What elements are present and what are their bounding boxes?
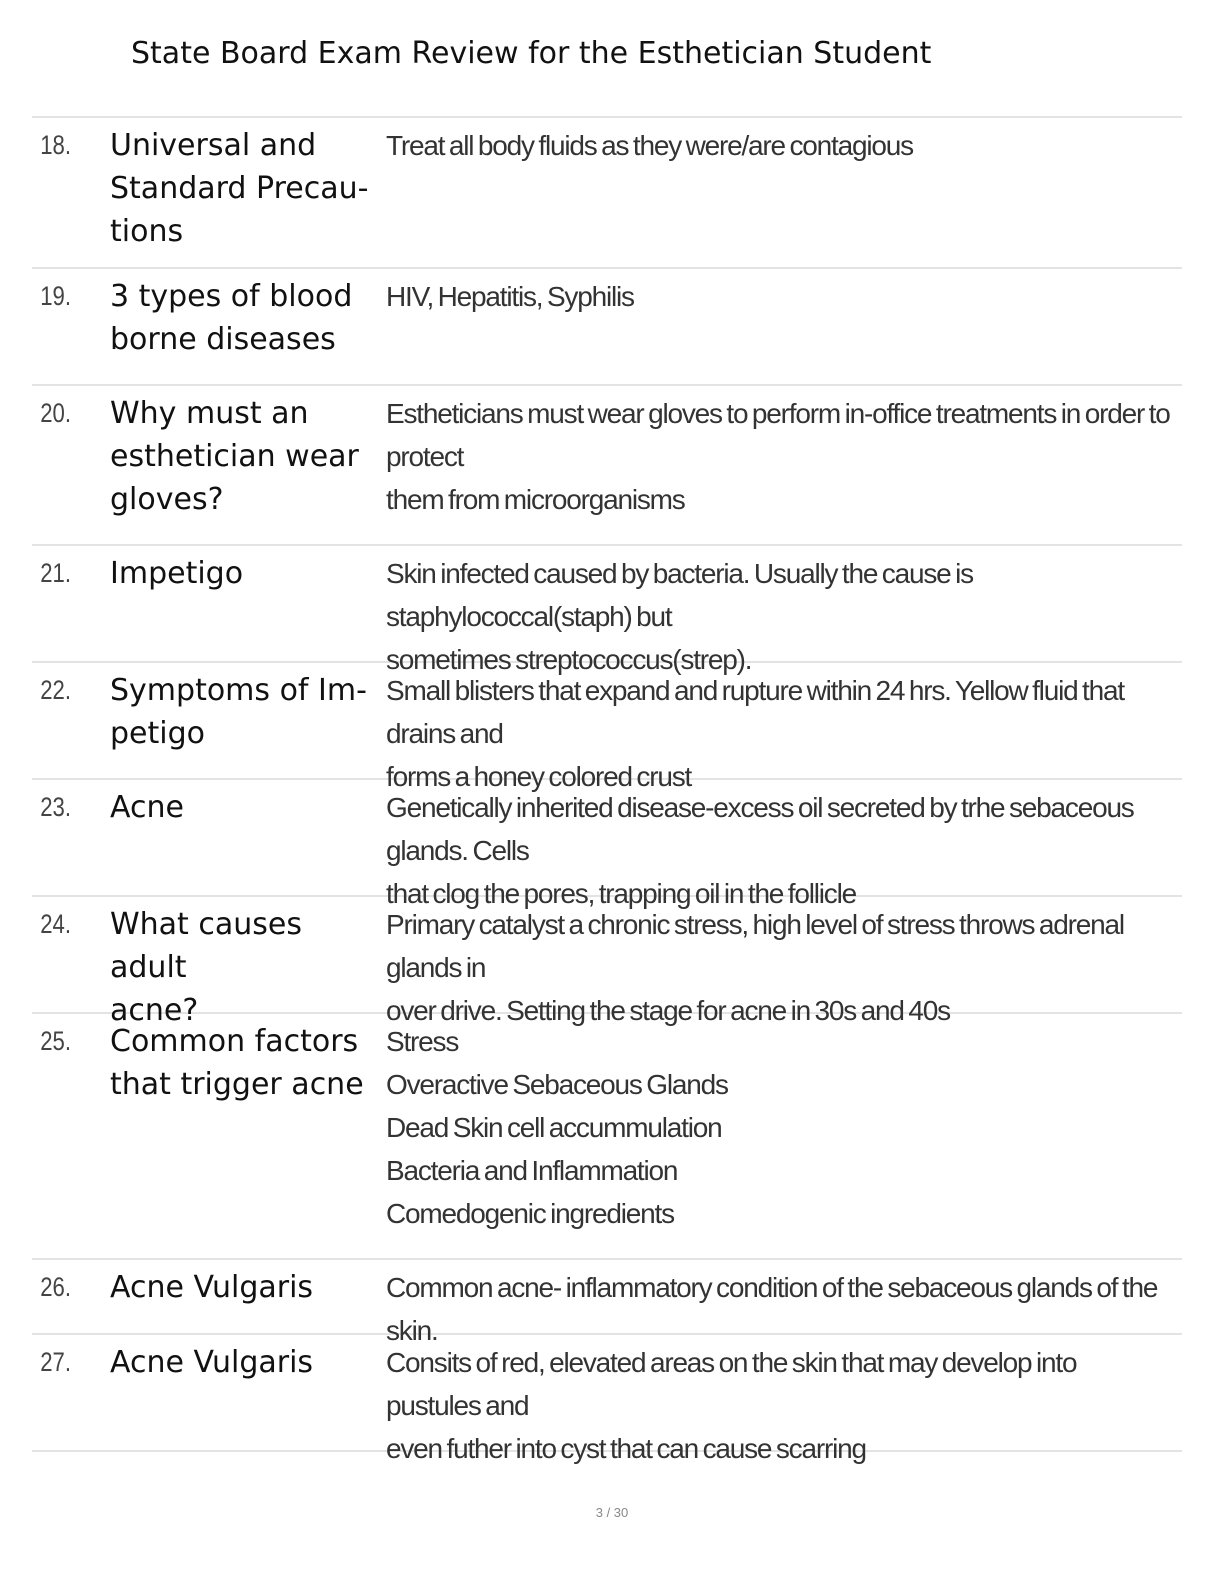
card-definition-line: Small blisters that expand and rupture within 24 hrs. Yellow fluid that drains and — [386, 675, 1124, 749]
card-definition — [386, 392, 1182, 544]
card-number: 19. — [40, 281, 71, 311]
card-number: 25. — [40, 1026, 71, 1056]
card-term — [110, 275, 386, 384]
card-definition — [386, 903, 1182, 1026]
page-number: 3 / 30 — [595, 1505, 629, 1520]
card-definition-line: HIV, Hepatitis, Syphilis — [386, 281, 634, 312]
card-definition — [386, 552, 1182, 675]
card-number: 23. — [40, 792, 71, 822]
card-definition-line: forms a honey colored crust — [386, 761, 692, 792]
card-term — [110, 903, 386, 1028]
card-term — [110, 1020, 386, 1258]
card-term-line: acne? — [110, 993, 199, 1028]
card-definition-line: Common acne- inflammatory condition of the sebaceous glands of the skin. — [386, 1272, 1158, 1346]
card-definition-line: that clog the pores, trapping oil in the follicle — [386, 878, 856, 909]
card-term-line: Impetigo — [110, 556, 244, 591]
card-term-line: Common factors — [110, 1024, 359, 1059]
card-definition-line: over drive. Setting the stage for acne in 30s and 40s — [386, 995, 950, 1026]
flashcard-row — [32, 1335, 1182, 1464]
card-definition-line: Stress — [386, 1026, 459, 1057]
card-term-line: that trigger acne — [110, 1067, 364, 1102]
card-number: 18. — [40, 130, 71, 160]
card-number: 26. — [40, 1272, 71, 1302]
card-definition — [386, 124, 1182, 267]
card-term-line: esthetician wear — [110, 439, 359, 474]
flashcard-list — [32, 116, 1182, 1464]
card-term — [110, 1341, 386, 1450]
flashcard-row — [32, 1260, 1182, 1346]
card-term-line: Acne Vulgaris — [110, 1270, 314, 1305]
flashcard-row — [32, 1014, 1182, 1260]
card-term-line: What causes adult — [110, 907, 302, 985]
page-title: State Board Exam Review for the Esthetician Student — [131, 36, 932, 71]
card-term-line: borne diseases — [110, 322, 336, 357]
card-definition — [386, 669, 1182, 792]
card-term-line: Universal and — [110, 128, 317, 163]
card-definition-line: Skin infected caused by bacteria. Usually the cause is staphylococcal(staph) but — [386, 558, 973, 632]
card-number: 22. — [40, 675, 71, 705]
card-definition-line: sometimes streptococcus(strep). — [386, 644, 752, 675]
card-definition-line: Estheticians must wear gloves to perform in-office treatments in order to protect — [386, 398, 1170, 472]
flashcard-row — [32, 546, 1182, 675]
card-term-line: Acne — [110, 790, 184, 825]
card-term — [110, 392, 386, 544]
card-definition-line: even futher into cyst that can cause scarring — [386, 1433, 866, 1464]
card-definition-line: Dead Skin cell accummulation — [386, 1112, 722, 1143]
flashcard-row — [32, 118, 1182, 269]
card-definition-line: Genetically inherited disease-excess oil secreted by trhe sebaceous glands. Cells — [386, 792, 1134, 866]
card-term — [110, 786, 386, 895]
card-definition-line: Comedogenic ingredients — [386, 1198, 674, 1229]
flashcard-row — [32, 269, 1182, 386]
card-term — [110, 669, 386, 778]
card-definition — [386, 1020, 1182, 1258]
card-definition — [386, 1266, 1182, 1346]
card-definition — [386, 786, 1182, 909]
card-term — [110, 124, 386, 267]
flashcard-row — [32, 780, 1182, 909]
card-term-line: tions — [110, 214, 184, 249]
card-definition — [386, 1341, 1182, 1464]
card-term-line: Symptoms of Im- — [110, 673, 367, 708]
flashcard-row — [32, 386, 1182, 546]
card-term — [110, 552, 386, 661]
card-term-line: gloves? — [110, 482, 224, 517]
card-definition-line: Treat all body fluids as they were/are contagious — [386, 130, 913, 161]
card-number: 20. — [40, 398, 71, 428]
card-term-line: Acne Vulgaris — [110, 1345, 314, 1380]
card-definition-line: Consits of red, elevated areas on the skin that may develop into pustules and — [386, 1347, 1077, 1421]
card-number: 27. — [40, 1347, 71, 1377]
flashcard-row — [32, 897, 1182, 1028]
card-definition-line: Bacteria and Inflammation — [386, 1155, 678, 1186]
card-term-line: petigo — [110, 716, 205, 751]
card-number: 24. — [40, 909, 71, 939]
card-term-line: Why must an — [110, 396, 309, 431]
card-number: 21. — [40, 558, 71, 588]
card-term-line: 3 types of blood — [110, 279, 353, 314]
flashcard-row — [32, 663, 1182, 792]
card-definition-line: them from microorganisms — [386, 484, 685, 515]
card-definition-line: Overactive Sebaceous Glands — [386, 1069, 728, 1100]
card-definition-line: Primary catalyst a chronic stress, high level of stress throws adrenal glands in — [386, 909, 1124, 983]
card-term — [110, 1266, 386, 1333]
card-term-line: Standard Precau- — [110, 171, 369, 206]
card-definition — [386, 275, 1182, 384]
